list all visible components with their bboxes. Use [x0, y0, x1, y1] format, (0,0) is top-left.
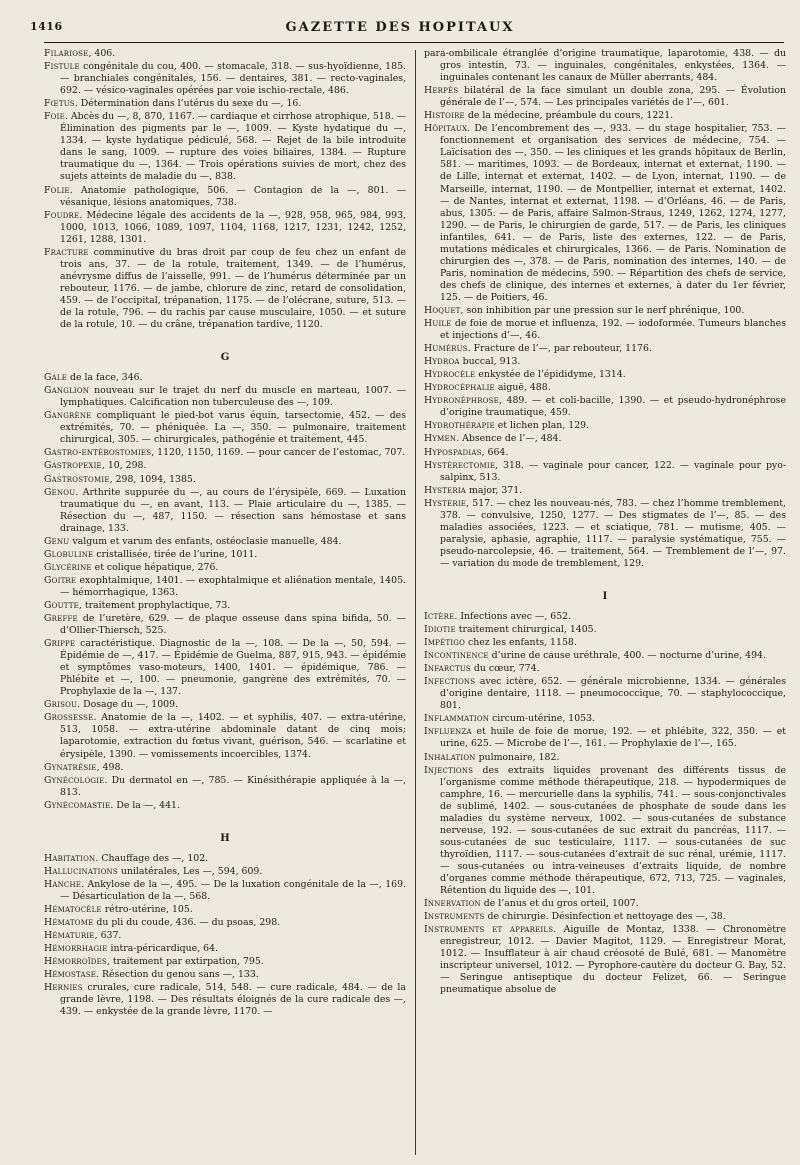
entry-headword: Hymen [424, 433, 457, 445]
index-entry [44, 762, 406, 774]
index-entry [44, 904, 406, 916]
entry-text: chez les enfants, 1158. [465, 637, 577, 649]
index-entry [44, 474, 406, 486]
index-entry [44, 613, 406, 637]
left-column [44, 48, 406, 1160]
index-entry [424, 447, 786, 459]
entry-headword: Hématurie [44, 930, 95, 942]
entry-text: du cœur, 774. [470, 663, 540, 675]
entry-headword: Inhalation [424, 751, 476, 763]
block-g [44, 372, 406, 812]
index-entry [44, 917, 406, 929]
entry-text: de la médecine, préambule du cours, 1221. [464, 110, 674, 122]
entry-headword: Hôpitaux [424, 123, 468, 135]
entry-headword: Gastro-entérostomies [44, 447, 152, 459]
block-f [44, 48, 406, 331]
entry-headword: Hématocèle [44, 904, 102, 915]
entry-headword: Fistule [44, 61, 80, 73]
index-entry [44, 447, 406, 459]
index-entry [44, 638, 406, 698]
index-entry [44, 487, 406, 535]
entry-text: de foie de morue et influenza, 192. — iodoformée. Tumeurs blanches et injections d’—, 46. [440, 318, 786, 342]
page-number: 1416 [30, 20, 63, 33]
entry-text: . Médecine légale des accidents de la —, 928, 958, 965, 984, 993, 1000, 1013, 1066, 1089, 1097, 1104, 1168, 1217, 1231, 1242, 1252, 1261, 1288, 1301. [60, 209, 406, 245]
entry-headword: Ganglion [44, 385, 90, 397]
entry-text: et lichen plan, 129. [494, 420, 590, 432]
entry-text: cristallisée, tirée de l’urine, 1011. [93, 548, 258, 560]
entry-text: , 406. [88, 48, 116, 59]
entry-headword: Hystérie [424, 497, 467, 509]
index-entry [424, 460, 786, 484]
entry-headword: Filariose [44, 48, 89, 59]
entry-text: . Du dermatol en —, 785. — Kinésithérapie appliquée à la —, 813. [60, 774, 406, 798]
entry-headword: Hémostase [44, 969, 97, 981]
entry-text: . Fracture de l’—, par rebouteur, 1176. [467, 343, 652, 355]
index-entry [44, 48, 406, 60]
index-entry [44, 853, 406, 865]
entry-text: valgum et varum des enfants, ostéoclasie manuelle, 484. [69, 535, 342, 547]
index-entry [44, 969, 406, 981]
entry-headword: Incontinence [424, 650, 489, 662]
entry-text: . Abcès du —, 8, 870, 1167. — cardiaque et cirrhose atrophique, 518. — Élimination des pigments par le —, 1009. — Kyste hydatique du —, 1334. — kyste hydatique pédiculé, 568. — Rejet de la bile introduite dans le sang, 1009. — rupture des voies biliaires, 1384. — Rupture traumatique du —, 1364. — Trois opérations suivies de mort, chez des sujets atteints de maladie du —, 838. [60, 111, 406, 183]
entry-text: bilatéral de la face simulant un double zona, 295. — Évolution générale de l’—, 574. — Les principales variétés de l’—, 601. [440, 85, 786, 109]
entry-text: , 1120, 1150, 1169. — pour cancer de l’estomac, 707. [151, 447, 406, 459]
index-entry [424, 498, 786, 570]
entry-headword: Hallucinations [44, 865, 118, 877]
entry-text: . Anatomie pathologique, 506. — Contagion de la —, 801. — vésanique, lésions anatomiques, 738. [60, 184, 406, 208]
entry-text: major, 371. [466, 484, 523, 496]
index-entry [44, 385, 406, 409]
entry-text: de l’anus et du gros orteil, 1007. [480, 898, 639, 910]
entry-text: aiguë, 488. [494, 382, 551, 394]
entry-headword: Hydrothérapie [424, 420, 495, 432]
entry-text: . Infections avec —, 652. [454, 611, 572, 623]
index-entry [424, 48, 786, 84]
entry-headword: Gastrostomie [44, 473, 110, 485]
entry-text: intra-péricardique, 64. [107, 943, 219, 955]
index-entry [424, 713, 786, 725]
entry-text: , 637. [94, 930, 122, 942]
index-entry [44, 575, 406, 599]
entry-headword: Globuline [44, 548, 94, 560]
index-entry [424, 752, 786, 764]
entry-headword: Greffe [44, 613, 78, 625]
entry-headword: Hydrocéphalie [424, 382, 495, 394]
index-entry [424, 318, 786, 342]
index-entry [44, 943, 406, 955]
index-entry [44, 956, 406, 968]
entry-text: , 664. [481, 446, 509, 458]
index-entry [424, 726, 786, 750]
letter-heading-i: I [602, 590, 608, 602]
index-entry [424, 123, 786, 304]
entry-headword: Foudre [44, 209, 80, 221]
letter-heading-h: H [220, 832, 230, 844]
index-entry [44, 775, 406, 799]
entry-text: . De la —, 441. [110, 799, 180, 811]
letter-heading-g: G [220, 352, 230, 364]
entry-headword: Inflammation [424, 713, 490, 725]
index-entry [424, 485, 786, 497]
entry-text: crurales, cure radicale, 514, 548. — cure radicale, 484. — de la grande lèvre, 1198. — Des résultats éloignés de la cure radicale des —, 439. — enkystée de la grande lèvre, 1170. — [60, 982, 406, 1018]
entry-headword: Hypospadias [424, 446, 482, 458]
entry-headword: Infections [424, 676, 476, 688]
index-entry [44, 549, 406, 561]
index-entry [424, 624, 786, 636]
entry-headword: Goutte [44, 599, 79, 611]
entry-headword: Hysteria [424, 484, 467, 496]
entry-text: d’urine de cause uréthrale, 400. — nocturne d’urine, 494. [488, 650, 766, 662]
entry-headword: Hydroa [424, 356, 460, 368]
entry-text: comminutive du bras droit par coup de feu chez un enfant de trois ans, 37. — de la rotule, traitement, 1349. — de l’humérus, anévrysme diffus de l’aisselle, 991. — de l’humérus déterminée par un rebouteur, 1176. — de jambe, chlorure de zinc, retard de consolidation, 459. — de l’occipital, trépanation, 1175. — de l’olécrane, suture, 513. — de la rotule, 796. — du rachis par cause musculaire, 1050. — et suture de la rotule, 10. — du crâne, trépanation tardive, 1120. [60, 246, 406, 331]
entry-headword: Injections [424, 764, 474, 776]
entry-text: des extraits liquides provenant des différents tissus de l’organisme comme méthode thérapeutique, 218. — hypodermiques de camphre, 16. — mercurielle dans la syphilis, 741. — sous-conjonctivales de sublimé, 1402. — sous-cutanées de phosphate de soude dans les maladies du système nerveux, 1002. — sous-cutanées de substance nerveuse, 192. — sous-cutanées de suc extrait du pancréas, 1117. — sous-cutanées de suc testiculaire, 1117. — sous-cutanées de suc thyroïdien, 1117. — sous-cutanées d’extrait de suc rénal, urémie, 1117. — sous-cutanées ou intra-veineuses d’extraits liquide, de nombre d’organes comme méthode thérapeutique, 672, 713, 725. — vaginales, Rétention du liquide des —, 101. [440, 764, 786, 897]
index-entry [44, 61, 406, 97]
entry-text: , 318. — vaginale pour cancer, 122. — vaginale pour pyo-salpinx, 513. [440, 459, 786, 483]
index-entry [44, 930, 406, 942]
entry-headword: Instruments et appareils [424, 924, 554, 936]
entry-headword: Innervation [424, 898, 481, 910]
entry-text: et huile de foie de morue, 192. — et phlébite, 322, 350. — et urine, 625. — Microbe de l’—, 161. — Prophylaxie de l’—, 165. [440, 726, 786, 750]
entry-headword: Gynécomastie [44, 799, 111, 811]
index-entry [424, 420, 786, 432]
entry-headword: Instruments [424, 911, 485, 923]
entry-headword: Hernies [44, 982, 83, 994]
entry-text: unilatérales, Les —, 594, 609. [117, 865, 263, 877]
journal-title: GAZETTE DES HOPITAUX [285, 20, 515, 35]
index-entry [424, 369, 786, 381]
index-entry [44, 712, 406, 760]
entry-text: . Chauffage des —, 102. [95, 852, 209, 864]
entry-text: de chirurgie. Désinfection et nettoyage des —, 38. [484, 911, 726, 923]
entry-text: avec ictère, 652. — générale microbienne, 1334. — générales d’origine dentaire, 1118. — pneumococcique, 70. — staphylococcique, 801. [440, 676, 786, 712]
column-rule [415, 50, 416, 1155]
index-entry [44, 410, 406, 446]
entry-headword: Histoire [424, 110, 465, 122]
index-entry [424, 650, 786, 662]
block-h-continued [424, 48, 786, 570]
entry-headword: Gastropexie [44, 460, 102, 472]
entry-headword: Habitation [44, 852, 96, 864]
entry-headword: Grisou [44, 699, 78, 711]
entry-headword: Huile [424, 318, 452, 330]
entry-text: . Ankylose de la —, 495. — De la luxation congénitale de la —, 169. — Désarticulation de la —, 568. [60, 878, 406, 902]
index-entry [44, 699, 406, 711]
index-entry [44, 111, 406, 183]
entry-text: para-ombilicale étranglée d’origine traumatique, laparotomie, 438. — du gros intestin, 73. — inguinales, congénitales, enkystées, 1364. — inguinales contenant les canaux de Müller aberrants, 484. [424, 48, 786, 84]
index-entry [44, 210, 406, 246]
index-entry [424, 305, 786, 317]
entry-text: exophtalmique, 1401. — exophtalmique et aliénation mentale, 1405. — hémorrhagique, 1363. [60, 574, 406, 598]
index-entry [424, 637, 786, 649]
entry-headword: Grossesse [44, 712, 94, 724]
entry-text: et colique hépatique, 276. [91, 561, 219, 573]
index-entry [44, 879, 406, 903]
entry-headword: Folie [44, 184, 70, 196]
entry-headword: Hydronéphrose [424, 395, 499, 407]
entry-headword: Gynatrésie [44, 761, 97, 773]
entry-text: caractéristique. Diagnostic de la —, 108. — De la —, 50, 594. — Épidémie de —, 417. — Épidémie de Guelma, 887, 915, 943. — épidémie et symptômes vaso-moteurs, 1400, 1401. — épidémique, 786. — Phlébite et —, 100. — pneumonie, gangrène des extrémités, 70. — Prophylaxie de la —, 137. [60, 638, 406, 698]
entry-text: circum-utérine, 1053. [489, 713, 596, 725]
index-entry [424, 611, 786, 623]
index-entry [44, 982, 406, 1018]
entry-text: . Anatomie de la —, 1402. — et syphilis, 407. — extra-utérine, 513, 1058. — extra-utérine abdominale datant de cinq mois; laparotomie, extraction du fœtus vivant, guérison, 546. — scarlatine et érysipèle, 1390. — vomissements incoercibles, 1374. [60, 712, 406, 760]
entry-headword: Hoquet [424, 304, 461, 316]
entry-headword: Hystérectomie [424, 459, 496, 471]
index-entry [44, 460, 406, 472]
spacer [44, 332, 406, 346]
header-rule [44, 42, 784, 43]
entry-text: . Absence de l’—, 484. [456, 433, 562, 445]
entry-text: de la face, 346. [67, 372, 143, 384]
entry-text: , 298, 1094, 1385. [109, 473, 196, 485]
index-entry [424, 110, 786, 122]
entry-text: . Détermination dans l’utérus du sexe du —, 16. [74, 98, 302, 110]
entry-headword: Gale [44, 372, 68, 384]
index-entry [44, 562, 406, 574]
index-entry [44, 800, 406, 812]
entry-text: nouveau sur le trajet du nerf du muscle en marteau, 1007. — lymphatiques. Calcification non tuberculeuse des —, 109. [60, 385, 406, 409]
index-entry [44, 372, 406, 384]
entry-text: , 517. — chez les nouveau-nés, 783. — chez l’homme tremblement, 378. — convulsive, 1250, 1277. — Des stigmates de l’—, 85. — des maladies associées, 1223. — et sciatique, 781. — mutisme, 405. — paralysie, aphasie, agraphie, 1117. — paralysie systématique, 755. — pseudo-narcolepsie, 46. — traitement, 564. — Tremblement de l’—, 97. — variation du mode de tremblement, 129. [440, 497, 786, 569]
entry-headword: Genou [44, 486, 76, 498]
entry-headword: Ictère [424, 611, 455, 623]
entry-headword: Herpès [424, 85, 459, 97]
entry-text: rétro-utérine, 105. [101, 904, 193, 915]
index-entry [44, 600, 406, 612]
index-entry [424, 85, 786, 109]
entry-headword: Influenza [424, 726, 472, 738]
entry-text: , son inhibition par une pression sur le nerf phrénique, 100. [460, 304, 745, 316]
entry-headword: Grippe [44, 638, 76, 650]
entry-headword: Gangrène [44, 410, 92, 422]
entry-headword: Fœtus [44, 98, 75, 110]
index-entry [424, 395, 786, 419]
entry-text: buccal, 913. [459, 356, 521, 368]
entry-headword: Genu [44, 535, 70, 547]
index-entry [424, 911, 786, 923]
entry-headword: Hématome [44, 917, 94, 929]
entry-headword: Hémorroïdes [44, 956, 107, 968]
entry-text: enkystée de l’épididyme, 1314. [475, 369, 626, 381]
entry-text: traitement chirurgical, 1405. [455, 624, 597, 636]
block-i [424, 611, 786, 996]
entry-headword: Hanche [44, 878, 82, 890]
entry-headword: Hémorrhagie [44, 943, 108, 955]
index-entry [424, 356, 786, 368]
entry-headword: Foie [44, 111, 65, 123]
entry-headword: Impétigo [424, 637, 466, 649]
spacer [44, 813, 406, 827]
index-entry [424, 676, 786, 712]
entry-headword: Glycérine [44, 561, 92, 573]
index-entry [44, 98, 406, 110]
index-entry [44, 536, 406, 548]
index-entry [44, 247, 406, 331]
entry-text: . Aiguille de Montaz, 1338. — Chronomètre enregistreur, 1012. — Davier Magitot, 1129. — Enregistreur Morat, 1012. — Insufflateur à air chaud créosoté de Bulé, 681. — Manomètre inscripteur universel, 1012. — Pyrophore-cautère du docteur G. Bay, 52. — Seringue antiseptique du docteur Felizet, 66. — Seringue pneumatique absolue de [440, 924, 786, 996]
entry-text: . De l’encombrement des —, 933. — du stage hospitalier, 753. — fonctionnement et organisation des services de médecine, 754. — Laïcisation des —, 350. — les cliniques et les grands hôpitaux de Berlin, 581. — maritimes, 1093. — de Bordeaux, internat et externat, 1190. — de Lille, internat et externat, 1402. — de Lyon, internat, 1190. — de Marseille, internat, 1190. — de Montpellier, internat et externat, 1402. — de Nantes, internat et externat, 1198. — d’Orléans, 46. — de Paris, abus, 1305. — de Paris, affaire Salmon-Straus, 1249, 1262, 1274, 1277, 1290. — de Paris, le chirurgien de garde, 517. — de Paris, les cliniques infantiles, 641. — de Paris, liste des externes, 122. — de Paris, mutations médicales et chirurgicales, 1366. — de Paris. Nomination de chirurgien des —, 378. — de Paris, nomination des internes, 140. — de Paris, nomination de médecins, 590. — Répartition des chefs de service, des chefs de clinique, des internes et externes, à dater du 1er février, 125. — de Poitiers, 46. [440, 123, 786, 303]
entry-headword: Idiotie [424, 624, 456, 636]
entry-text: du pli du coude, 436. — du psoas, 298. [93, 917, 281, 929]
index-entry [44, 185, 406, 209]
entry-headword: Humérus [424, 343, 468, 355]
index-entry [44, 866, 406, 878]
index-entry [424, 382, 786, 394]
entry-text: , traitement prophylactique, 73. [78, 599, 231, 611]
entry-text: . Dosage du —, 1009. [77, 699, 179, 711]
index-entry [424, 924, 786, 996]
entry-headword: Fracture [44, 246, 89, 258]
index-entry [424, 663, 786, 675]
entry-text: compliquant le pied-bot varus équin, tarsectomie, 452. — des extrémités, 70. — phéniquée. La —, 350. — pulmonaire, traitement chirurgical, 305. — chirurgicales, pathogénie et traitement, 445. [60, 410, 406, 446]
entry-headword: Gynécologie [44, 774, 105, 786]
entry-text: de l’uretère, 629. — de plaque osseuse dans spina bifida, 50. — d’Ollier-Thiersch, 525. [60, 613, 406, 637]
entry-text: , 498. [96, 761, 124, 773]
entry-text: , 10, 298. [101, 460, 147, 472]
index-entry [424, 433, 786, 445]
entry-headword: Hydrocèle [424, 369, 476, 381]
spacer [424, 571, 786, 585]
block-h [44, 853, 406, 1019]
entry-text: , 489. — et coli-bacille, 1390. — et pseudo-hydronéphrose d’origine traumatique, 459. [440, 395, 786, 419]
right-column [424, 48, 786, 1160]
entry-text: congénitale du cou, 400. — stomacale, 318. — sus-hyoïdienne, 185. — branchiales congénitales, 156. — dentaires, 381. — recto-vaginales, 692. — vésico-vaginales opérées par voie ischio-rectale, 486. [60, 61, 406, 97]
index-entry [424, 343, 786, 355]
index-entry [424, 898, 786, 910]
entry-headword: Infarctus [424, 663, 471, 675]
entry-text: pulmonaire, 182. [475, 751, 560, 763]
entry-text: . Arthrite suppurée du —, au cours de l’érysipèle, 669. — Luxation traumatique du —, en avant, 113. — Plaie articulaire du —, 1385. — Résection du —, 487, 1150. — résection sans hémostase et sans drainage, 133. [60, 486, 406, 534]
index-entry [424, 765, 786, 898]
entry-text: . Résection du genou sans —, 133. [96, 969, 259, 981]
entry-text: , traitement par extirpation, 795. [106, 956, 264, 968]
entry-headword: Goitre [44, 574, 77, 586]
